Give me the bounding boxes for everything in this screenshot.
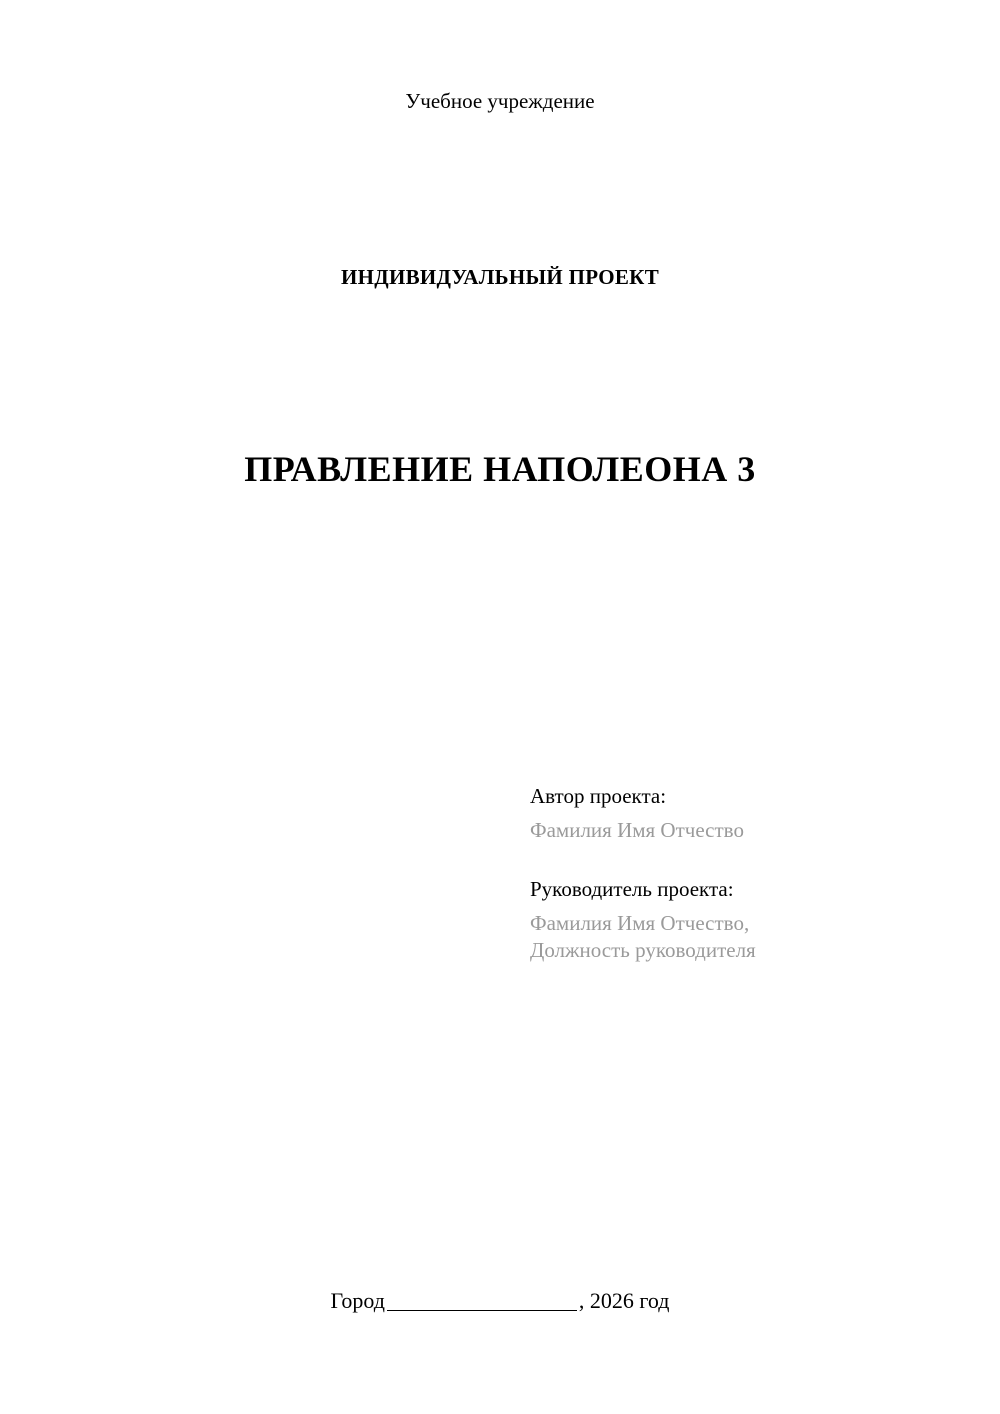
author-value: Фамилия Имя Отчество (530, 818, 744, 842)
footer (0, 1288, 1000, 1314)
signature-block (530, 786, 930, 967)
institution-name: Учебное учреждение (405, 89, 595, 113)
year-text: , 2026 год (578, 1288, 670, 1313)
signature-spacer (530, 847, 930, 879)
supervisor-label: Руководитель проекта: (530, 877, 734, 901)
supervisor-value-name: Фамилия Имя Отчество, (530, 911, 750, 935)
page-title: ПРАВЛЕНИЕ НАПОЛЕОНА 3 (244, 449, 756, 489)
city-label: Город (330, 1288, 385, 1313)
document-type: ИНДИВИДУАЛЬНЫЙ ПРОЕКТ (340, 265, 660, 289)
supervisor-value-position: Должность руководителя (530, 938, 756, 962)
city-blank-line (387, 1310, 577, 1311)
author-label: Автор проекта: (530, 784, 667, 808)
